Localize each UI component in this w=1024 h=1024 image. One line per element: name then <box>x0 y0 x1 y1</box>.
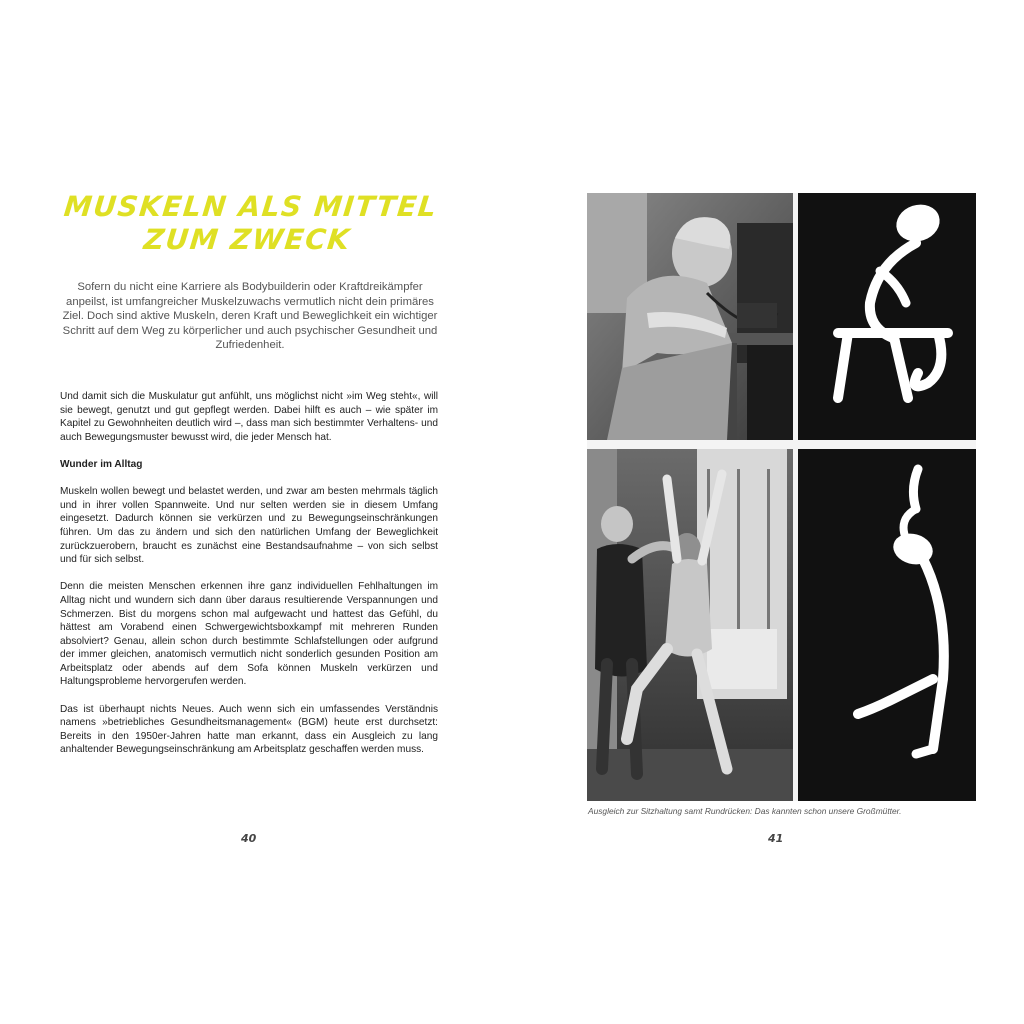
photo-woman-at-desk <box>587 193 793 440</box>
intro-paragraph: Sofern du nicht eine Karriere als Bodybuilderin oder Kraftdreikämpfer anpeilst, ist umfangreicher Muskelzuwachs vermutlich nicht dein primäres Ziel. Doch sind aktive Muskeln, deren Kraft und Beweglichkeit ein wichtiger Schritt auf dem Weg zu körperlicher und auch psychischer Gesundheit und Zufriedenheit. <box>62 281 438 351</box>
subheading: Wunder im Alltag <box>60 458 143 470</box>
body-paragraph-3: Denn die meisten Menschen erkennen ihre ganz individuellen Fehlhaltungen im Alltag nicht und wundern sich dann über daraus resultierende Verspannungen und Schmerzen. Bist du morgens schon mal aufgewacht und hattest das Gefühl, du hättest am Vorabend einen Schwergewichtsboxkampf mit mehreren Runden absolviert? Genau, allein schon durch bestimmte Schlafstellungen oder aufgrund der immer gleichen, anatomisch vermutlich nicht sonderlich gesunden Position am Arbeitsplatz oder abends auf dem Sofa können Muskeln verkürzen und Haltungsprobleme hervorgerufen werden. <box>60 581 438 688</box>
right-page <box>512 0 1024 1024</box>
page-number-right: 41 <box>768 832 784 845</box>
stretching-stick-figure-icon <box>798 449 976 801</box>
page-number-left: 40 <box>241 832 257 845</box>
chapter-title-line-1: MUSKELN ALS MITTEL <box>62 190 440 223</box>
body-text <box>60 390 438 771</box>
chapter-title-line-2: ZUM ZWECK <box>142 223 353 256</box>
figure-sitting <box>798 193 976 440</box>
chapter-title <box>57 190 442 256</box>
photo-collage <box>587 193 976 801</box>
sitting-stick-figure-icon <box>798 193 976 440</box>
body-paragraph-2: Muskeln wollen bewegt und belastet werden, und zwar am besten mehrmals täglich und in ihrer vollen Spannweite. Und nur selten werden sie in diesem Umfang eingesetzt. Dadurch können sie verkürzen und zu Bewegungseinschränkungen führen. Um das zu ändern und sich den natürlichen Umfang der Beweglichkeit zurückzuerobern, braucht es zunächst eine Bestandsaufnahme – von sich selbst und für sich selbst. <box>60 486 438 566</box>
body-paragraph-4: Das ist überhaupt nichts Neues. Auch wenn sich ein umfassendes Verständnis namens »betriebliches Gesundheitsmanagement« (BGM) heute erst durchsetzt: Bereits in den 1950er-Jahren hatte man erkannt, dass ein Ausgleich zu lang anhaltender Bewegungseinschränkung am Arbeitsplatz geschaffen werden muss. <box>60 703 438 756</box>
photo-stretching-women <box>587 449 793 801</box>
stretching-photo-image <box>587 449 793 801</box>
desk-photo-image <box>587 193 793 440</box>
figure-stretching <box>798 449 976 801</box>
body-paragraph-1: Und damit sich die Muskulatur gut anfühlt, uns möglichst nicht »im Weg steht«, will sie bewegt, genutzt und gut gepflegt werden. Dabei hilft es auch – wie später im Kapitel zu Gewohnheiten deutlich wird –, dass man sich bestimmter Verhaltens- und auch Bewegungsmuster bewusst wird, die jeder Mensch hat. <box>60 391 438 443</box>
photo-caption: Ausgleich zur Sitzhaltung samt Rundrücken: Das kannten schon unsere Großmütter. <box>588 806 902 816</box>
